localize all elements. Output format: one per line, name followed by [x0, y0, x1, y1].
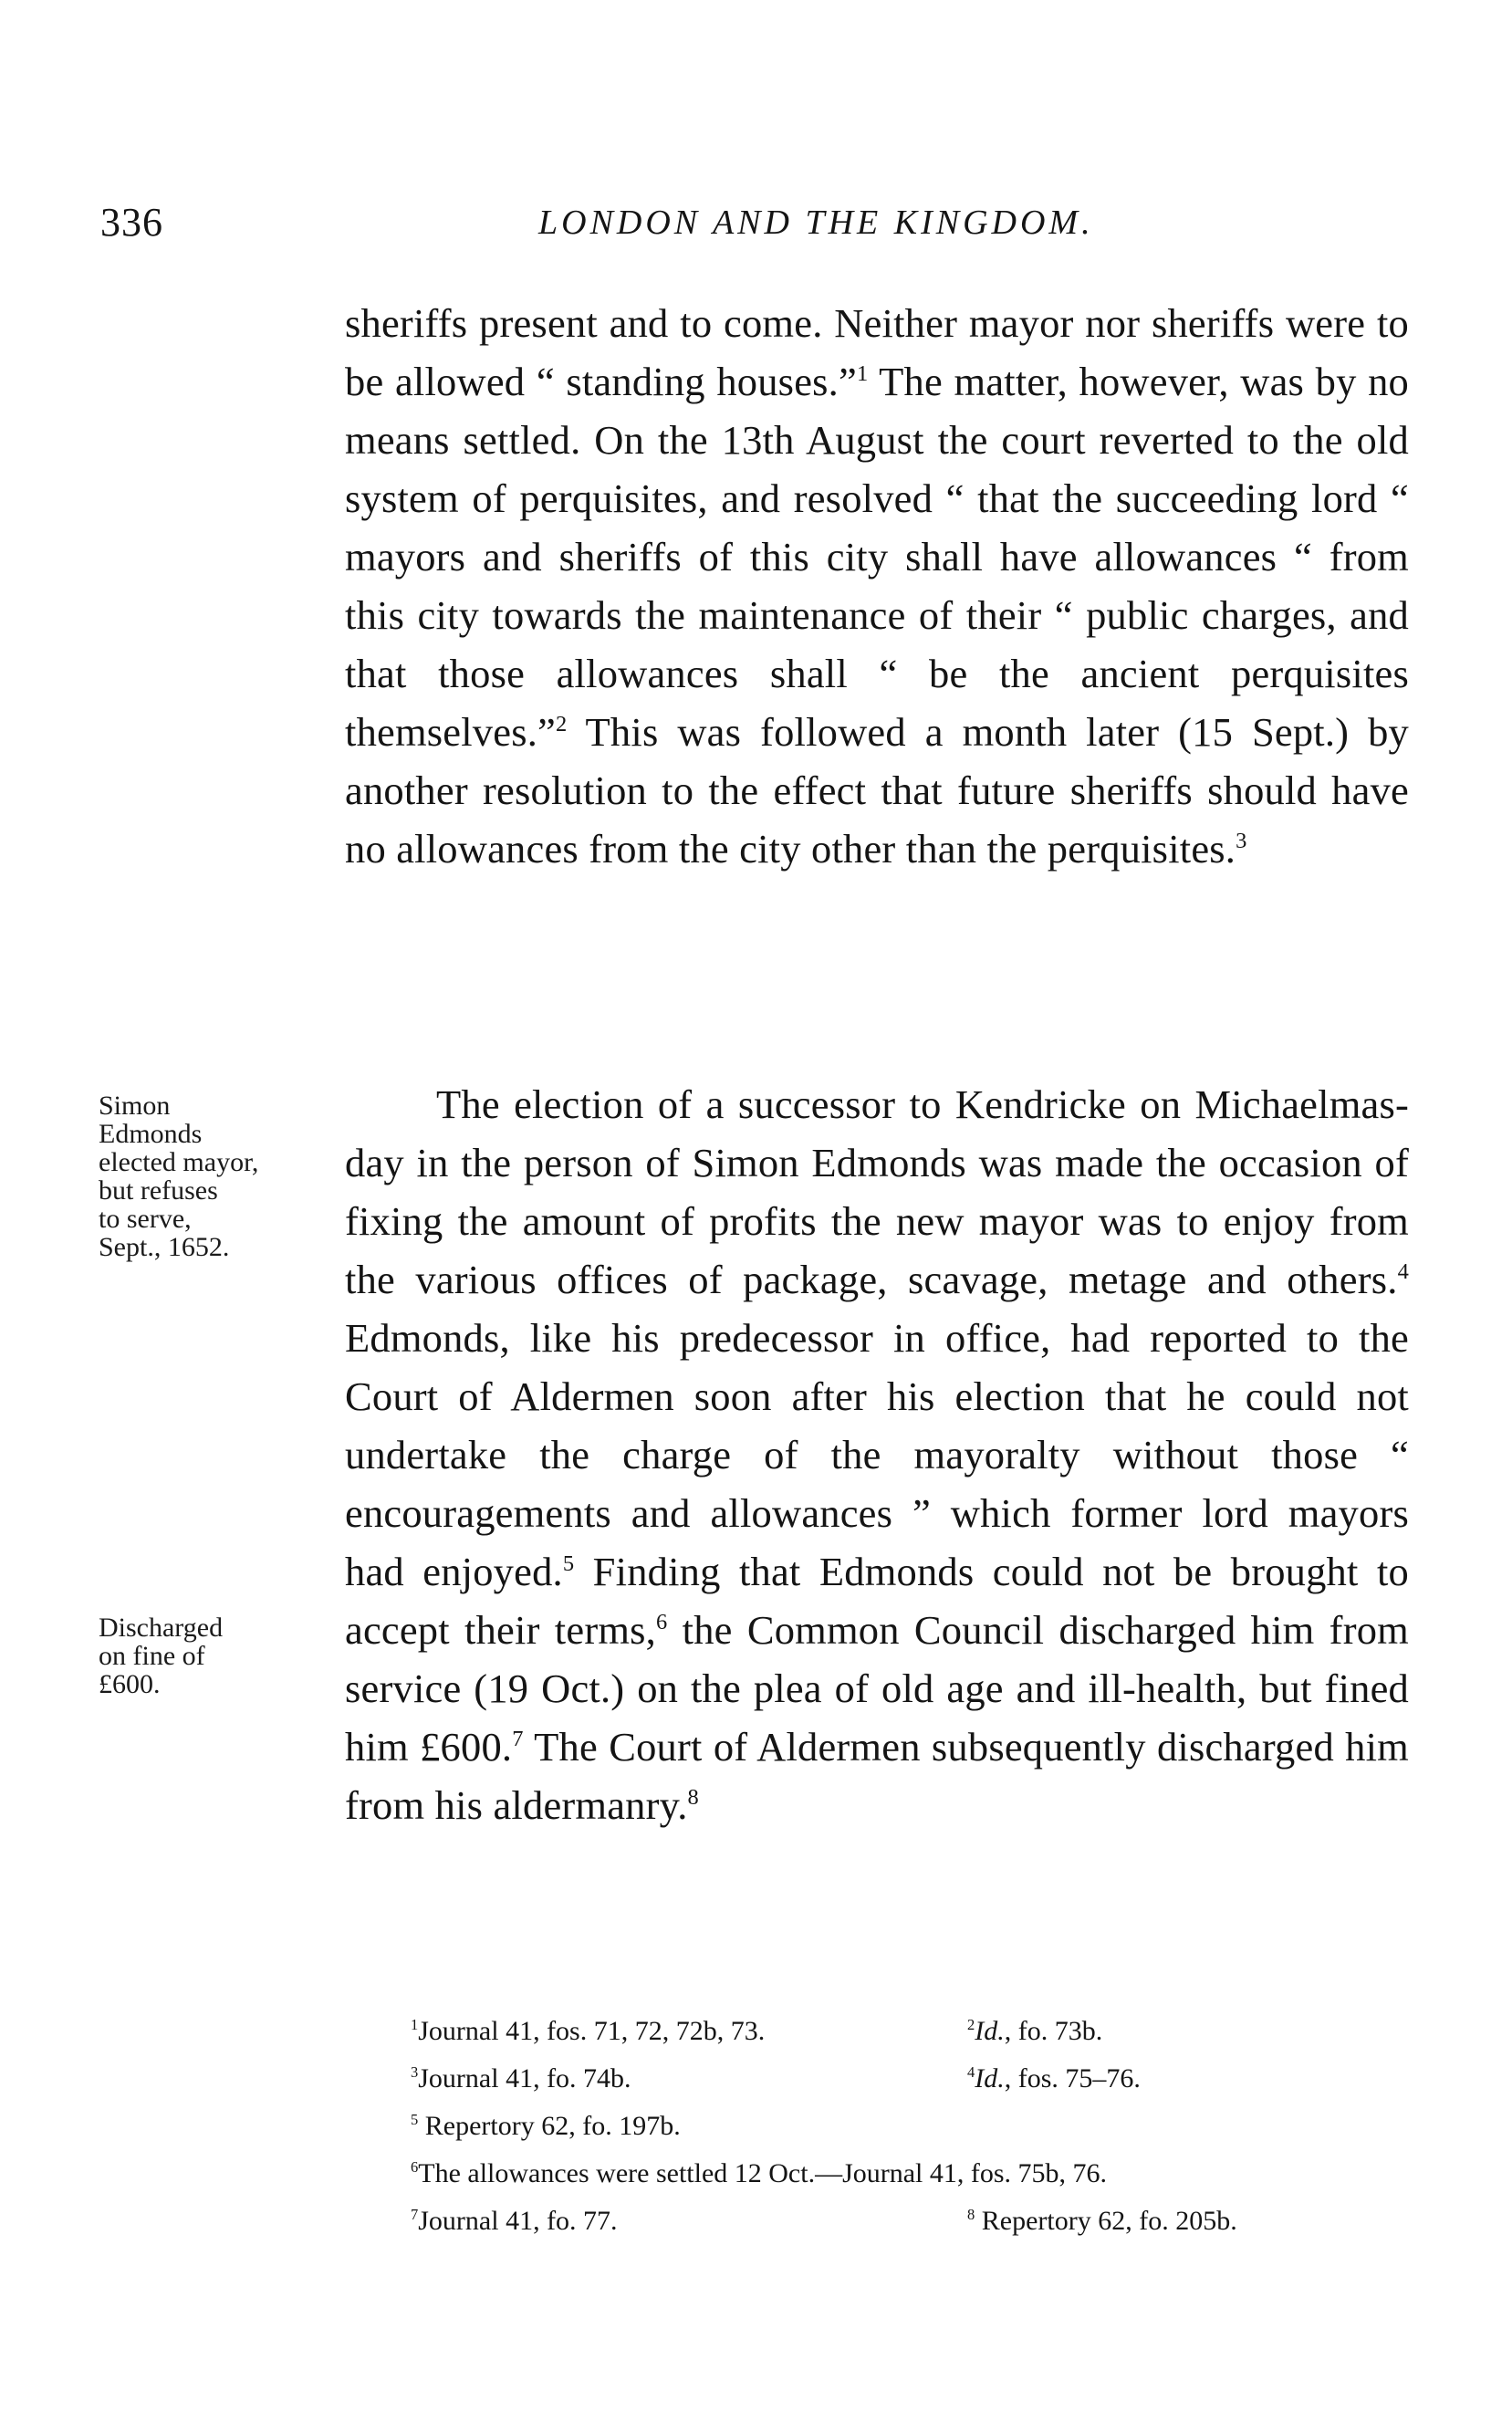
para1-text-a: sheriffs present and to come. Neither mayor nor sheriffs were to be allowed “ standing houses.”: [345, 300, 1409, 404]
note-ref-3: 3: [1236, 829, 1247, 854]
margin-note-line: £600.: [99, 1669, 161, 1699]
note-ref-5: 5: [562, 1551, 575, 1577]
margin-note-line: but refuses: [99, 1175, 218, 1206]
footnote-text: Repertory 62, fo. 197b.: [418, 2111, 681, 2141]
para2-text-b: Edmonds, like his predecessor in office, had reported to the Court of Aldermen soon after his election that he could not undertake the charge of the mayoralty without those “ encouragements and allowances ” which former lord mayors had enjoyed.: [345, 1315, 1409, 1594]
footnote-2: [967, 2008, 1423, 2055]
para2-text-e: The Court of Aldermen subsequently discharged him from his aldermanry.: [345, 1724, 1409, 1828]
margin-note-line: Discharged: [99, 1613, 224, 1643]
paragraph-1: [345, 294, 1409, 878]
margin-note-election: [99, 1091, 322, 1261]
footnote-6: [411, 2150, 1433, 2198]
footnote-row: [411, 2150, 1433, 2198]
para2-text-d: the Common Council discharged him from service (19 Oct.) on the plea of old age and ill-health, but fined him £600.: [345, 1607, 1409, 1770]
footnote-mark: 3: [411, 2063, 419, 2081]
footnote-7: [411, 2198, 967, 2245]
note-ref-2: 2: [556, 712, 568, 737]
footnote-4: [967, 2055, 1423, 2103]
note-ref-1: 1: [856, 361, 869, 387]
page-number: 336: [100, 200, 163, 245]
footnote-mark: 8: [967, 2206, 975, 2223]
note-ref-7: 7: [512, 1727, 524, 1752]
note-ref-6: 6: [656, 1610, 668, 1635]
footnote-text: , fo. 73b.: [1004, 2016, 1103, 2046]
footnote-mark: 6: [411, 2158, 419, 2176]
footnote-mark: 4: [967, 2063, 975, 2081]
footnote-text: The allowances were settled 12 Oct.—Journal 41, fos. 75b, 76.: [418, 2158, 1108, 2188]
margin-note-line: Sept., 1652.: [99, 1232, 230, 1262]
margin-note-line: Edmonds: [99, 1119, 203, 1149]
margin-note-line: to serve,: [99, 1204, 192, 1234]
footnote-mark: 7: [411, 2206, 419, 2223]
margin-note-line: on fine of: [99, 1641, 205, 1671]
paragraph-2: [345, 1075, 1409, 1834]
margin-note-discharged: [99, 1613, 322, 1698]
para1-text-b: The matter, however, was by no means settled. On the 13th August the court reverted to the old system of perquisites, and resolved “ that the succeeding lord “ mayors and sheriffs of this city shall have allowances “ from this city towards the maintenance of their “ public charges, and that those allowances shall “ be the ancient perquisites themselves.”: [345, 359, 1410, 755]
footnote-mark: 2: [967, 2016, 975, 2033]
para1-text-c: This was followed a month later (15 Sept.) by another resolution to the effect that future sheriffs should have no allowances from the city other than the perquisites.: [345, 709, 1409, 872]
footnote-ibid: Id.: [975, 2063, 1005, 2094]
para2-text-c: Finding that Edmonds could not be brought to accept their terms,: [345, 1549, 1409, 1653]
footnote-text: Repertory 62, fo. 205b.: [975, 2206, 1237, 2236]
note-ref-4: 4: [1397, 1259, 1409, 1285]
footnote-row: [411, 2008, 1433, 2055]
footnote-row: [411, 2055, 1433, 2103]
footnote-row: [411, 2103, 1433, 2150]
footnote-1: [411, 2008, 967, 2055]
margin-note-line: Simon: [99, 1091, 171, 1121]
running-head: LONDON AND THE KINGDOM.: [538, 204, 1094, 242]
footnote-8: [967, 2198, 1423, 2245]
footnote-3: [411, 2055, 967, 2103]
footnotes: [411, 2008, 1433, 2245]
footnote-mark: 5: [411, 2111, 419, 2128]
para2-text-a: The election of a successor to Kendricke on Michaelmas-day in the person of Simon Edmonds was made the occasion of fixing the amount of profits the new mayor was to enjoy from the various offices of package, scavage, metage and others.: [345, 1081, 1409, 1302]
footnote-mark: 1: [411, 2016, 419, 2033]
footnote-ibid: Id.: [975, 2016, 1005, 2046]
margin-note-line: elected mayor,: [99, 1147, 259, 1177]
footnote-text: Journal 41, fo. 77.: [418, 2206, 618, 2236]
footnote-5: [411, 2103, 1433, 2150]
footnote-row: [411, 2198, 1433, 2245]
footnote-text: , fos. 75–76.: [1004, 2063, 1141, 2094]
footnote-text: Journal 41, fo. 74b.: [418, 2063, 631, 2094]
footnote-text: Journal 41, fos. 71, 72, 72b, 73.: [418, 2016, 766, 2046]
note-ref-8: 8: [687, 1785, 699, 1811]
